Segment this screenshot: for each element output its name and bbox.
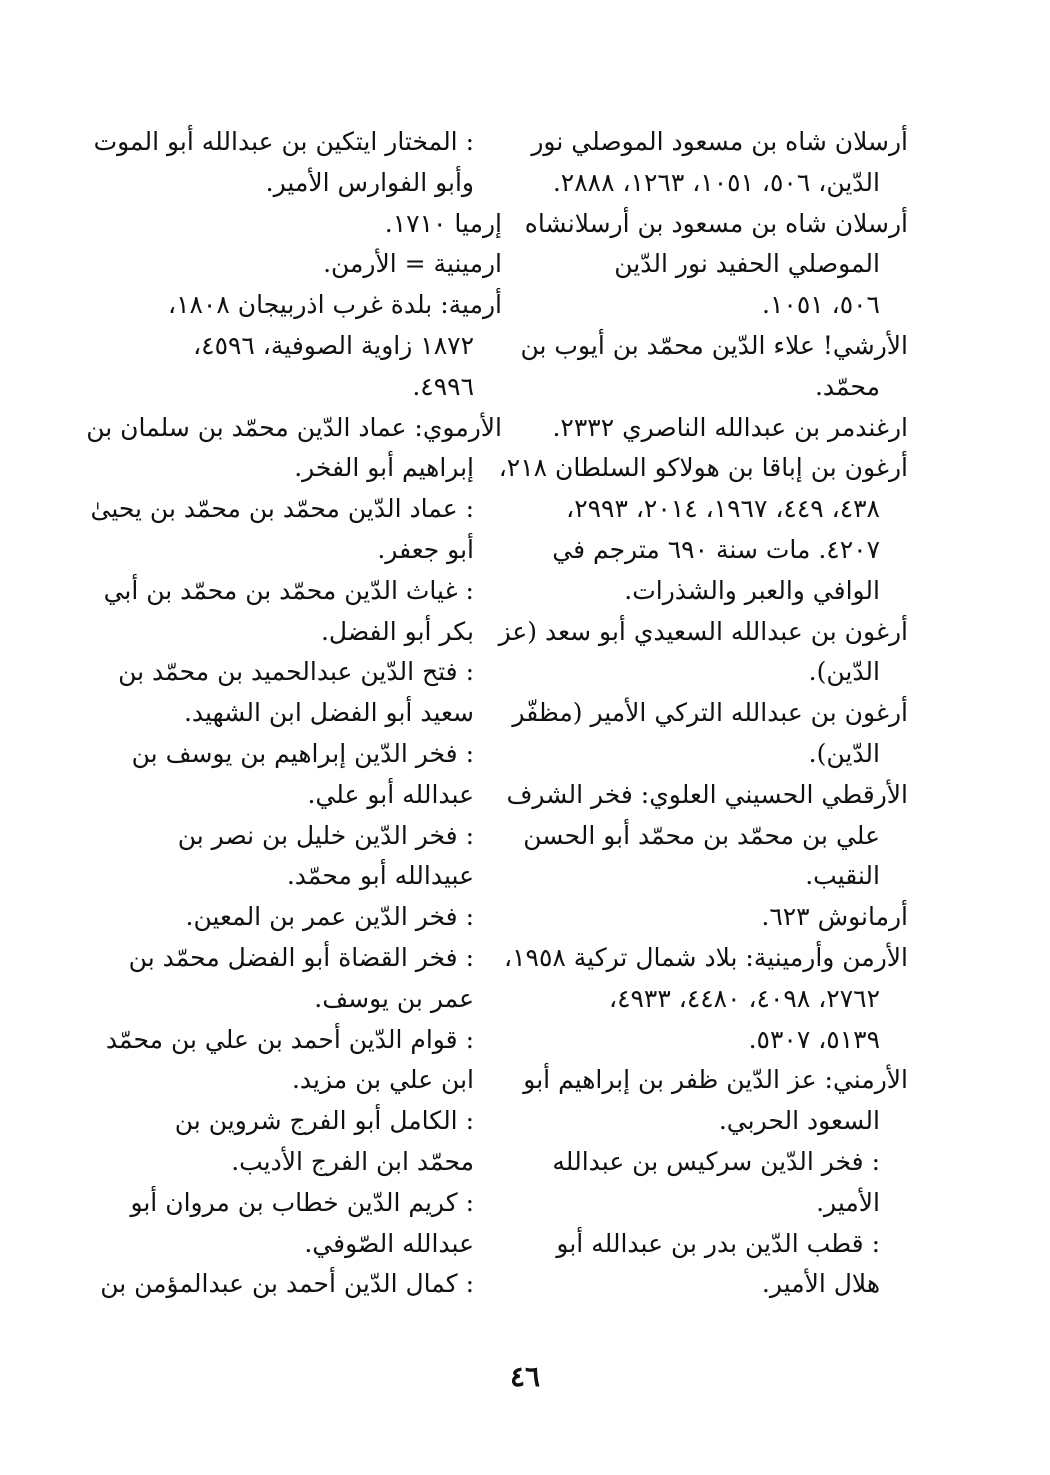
index-entry-line: أرسلان شاه بن مسعود الموصلي نور — [531, 127, 908, 156]
index-continuation-line: : فخر الدّين سركيس بن عبدالله — [552, 1146, 880, 1176]
index-continuation-line: : فخر القضاة أبو الفضل محمّد بن — [128, 942, 474, 972]
index-column-right — [498, 122, 908, 1305]
index-continuation-line: : المختار ايتكين بن عبدالله أبو الموت — [93, 127, 474, 156]
index-entry-line: الأرمن وأرمينية: بلاد شمال تركية ١٩٥٨، — [504, 942, 908, 972]
index-entry-line: أرغون بن عبدالله السعيدي أبو سعد (عز — [498, 616, 908, 646]
index-entry-line: أرغون بن إباقا بن هولاكو السلطان ٢١٨، — [498, 453, 908, 483]
index-entry-line: الأرقطي الحسيني العلوي: فخر الشرف — [506, 779, 908, 809]
index-continuation-line: الأمير. — [816, 1187, 880, 1217]
index-continuation-line: ٤٢٠٧. مات سنة ٦٩٠ مترجم في — [552, 534, 880, 564]
index-continuation-line: إبراهيم أبو الفخر. — [294, 453, 474, 483]
index-continuation-line: : قطب الدّين بدر بن عبدالله أبو — [556, 1228, 880, 1258]
index-continuation-line: ١٨٧٢ زاوية الصوفية، ٤٥٩٦، — [193, 330, 474, 360]
index-continuation-line: محمّد. — [814, 371, 880, 401]
index-continuation-line: بكر أبو الفضل. — [320, 616, 474, 646]
index-entry-line: أرمانوش ٦٢٣. — [761, 902, 908, 932]
index-continuation-line: عبدالله الصّوفي. — [304, 1228, 474, 1258]
index-continuation-line: : فتح الدّين عبدالحميد بن محمّد بن — [118, 657, 474, 687]
index-continuation-line: هلال الأمير. — [761, 1269, 880, 1299]
index-continuation-line: ٤٣٨، ٤٤٩، ١٩٦٧، ٢٠١٤، ٢٩٩٣، — [566, 494, 880, 524]
index-continuation-line: : عماد الدّين محمّد بن محمّد بن يحيىٰ — [90, 494, 474, 524]
index-entry-line: إرميا ١٧١٠. — [384, 208, 502, 238]
index-continuation-line: الموصلي الحفيد نور الدّين — [614, 249, 880, 279]
index-continuation-line: محمّد ابن الفرج الأديب. — [231, 1146, 474, 1176]
index-continuation-line: الدّين، ٥٠٦، ١٠٥١، ١٢٦٣، ٢٨٨٨. — [552, 167, 880, 197]
index-continuation-line: : غياث الدّين محمّد بن محمّد بن أبي — [103, 575, 474, 605]
index-continuation-line: السعود الحربي. — [718, 1106, 880, 1136]
index-entry-line: أرغون بن عبدالله التركي الأمير (مظفّر — [512, 698, 908, 728]
index-entry-line: الأرمني: عز الدّين ظفر بن إبراهيم أبو — [523, 1065, 908, 1095]
index-continuation-line: : فخر الدّين إبراهيم بن يوسف بن — [131, 738, 474, 768]
page-number: ٤٦ — [509, 1360, 541, 1393]
index-continuation-line: ٥٠٦، ١٠٥١. — [762, 290, 880, 320]
index-continuation-line: : فخر الدّين عمر بن المعين. — [185, 902, 474, 932]
index-continuation-line: : كمال الدّين أحمد بن عبدالمؤمن بن — [100, 1269, 474, 1299]
index-continuation-line: الدّين). — [808, 738, 880, 768]
index-continuation-line: : قوام الدّين أحمد بن علي بن محمّد — [105, 1024, 474, 1054]
index-continuation-line: أبو جعفر. — [377, 534, 474, 564]
index-continuation-line: : الكامل أبو الفرج شروين بن — [174, 1106, 474, 1136]
index-entry-line: أرمية: بلدة غرب اذربيجان ١٨٠٨، — [168, 290, 502, 320]
index-continuation-line: وأبو الفوارس الأمير. — [265, 167, 474, 197]
index-continuation-line: : كريم الدّين خطاب بن مروان أبو — [130, 1187, 474, 1217]
index-continuation-line: ٢٧٦٢، ٤٠٩٨، ٤٤٨٠، ٤٩٣٣، — [609, 983, 880, 1013]
index-continuation-line: سعيد أبو الفضل ابن الشهيد. — [183, 698, 474, 728]
index-continuation-line: عبدالله أبو علي. — [307, 779, 474, 809]
index-entry-line: الأرموي: عماد الدّين محمّد بن سلمان بن — [86, 412, 502, 442]
index-column-left — [86, 122, 502, 1305]
index-continuation-line: ٤٩٩٦. — [412, 371, 474, 401]
index-continuation-line: علي بن محمّد بن محمّد أبو الحسن — [523, 820, 880, 850]
index-continuation-line: عبيدالله أبو محمّد. — [286, 861, 474, 891]
index-entry-line: الأرشي! علاء الدّين محمّد بن أيوب بن — [520, 330, 908, 360]
index-continuation-line: عمر بن يوسف. — [314, 983, 474, 1013]
index-continuation-line: الوافي والعبر والشذرات. — [624, 575, 880, 605]
index-continuation-line: : فخر الدّين خليل بن نصر بن — [177, 820, 474, 850]
index-continuation-line: النقيب. — [805, 861, 880, 891]
index-entry-line: ارمينية = الأرمن. — [323, 249, 502, 279]
index-entry-line: أرسلان شاه بن مسعود بن أرسلانشاه — [524, 208, 908, 238]
index-entry-line: ارغندمر بن عبدالله الناصري ٢٣٣٢. — [552, 412, 908, 442]
index-continuation-line: ابن علي بن مزيد. — [291, 1065, 474, 1095]
index-continuation-line: الدّين). — [808, 657, 880, 687]
index-continuation-line: ٥١٣٩، ٥٣٠٧. — [748, 1024, 880, 1054]
